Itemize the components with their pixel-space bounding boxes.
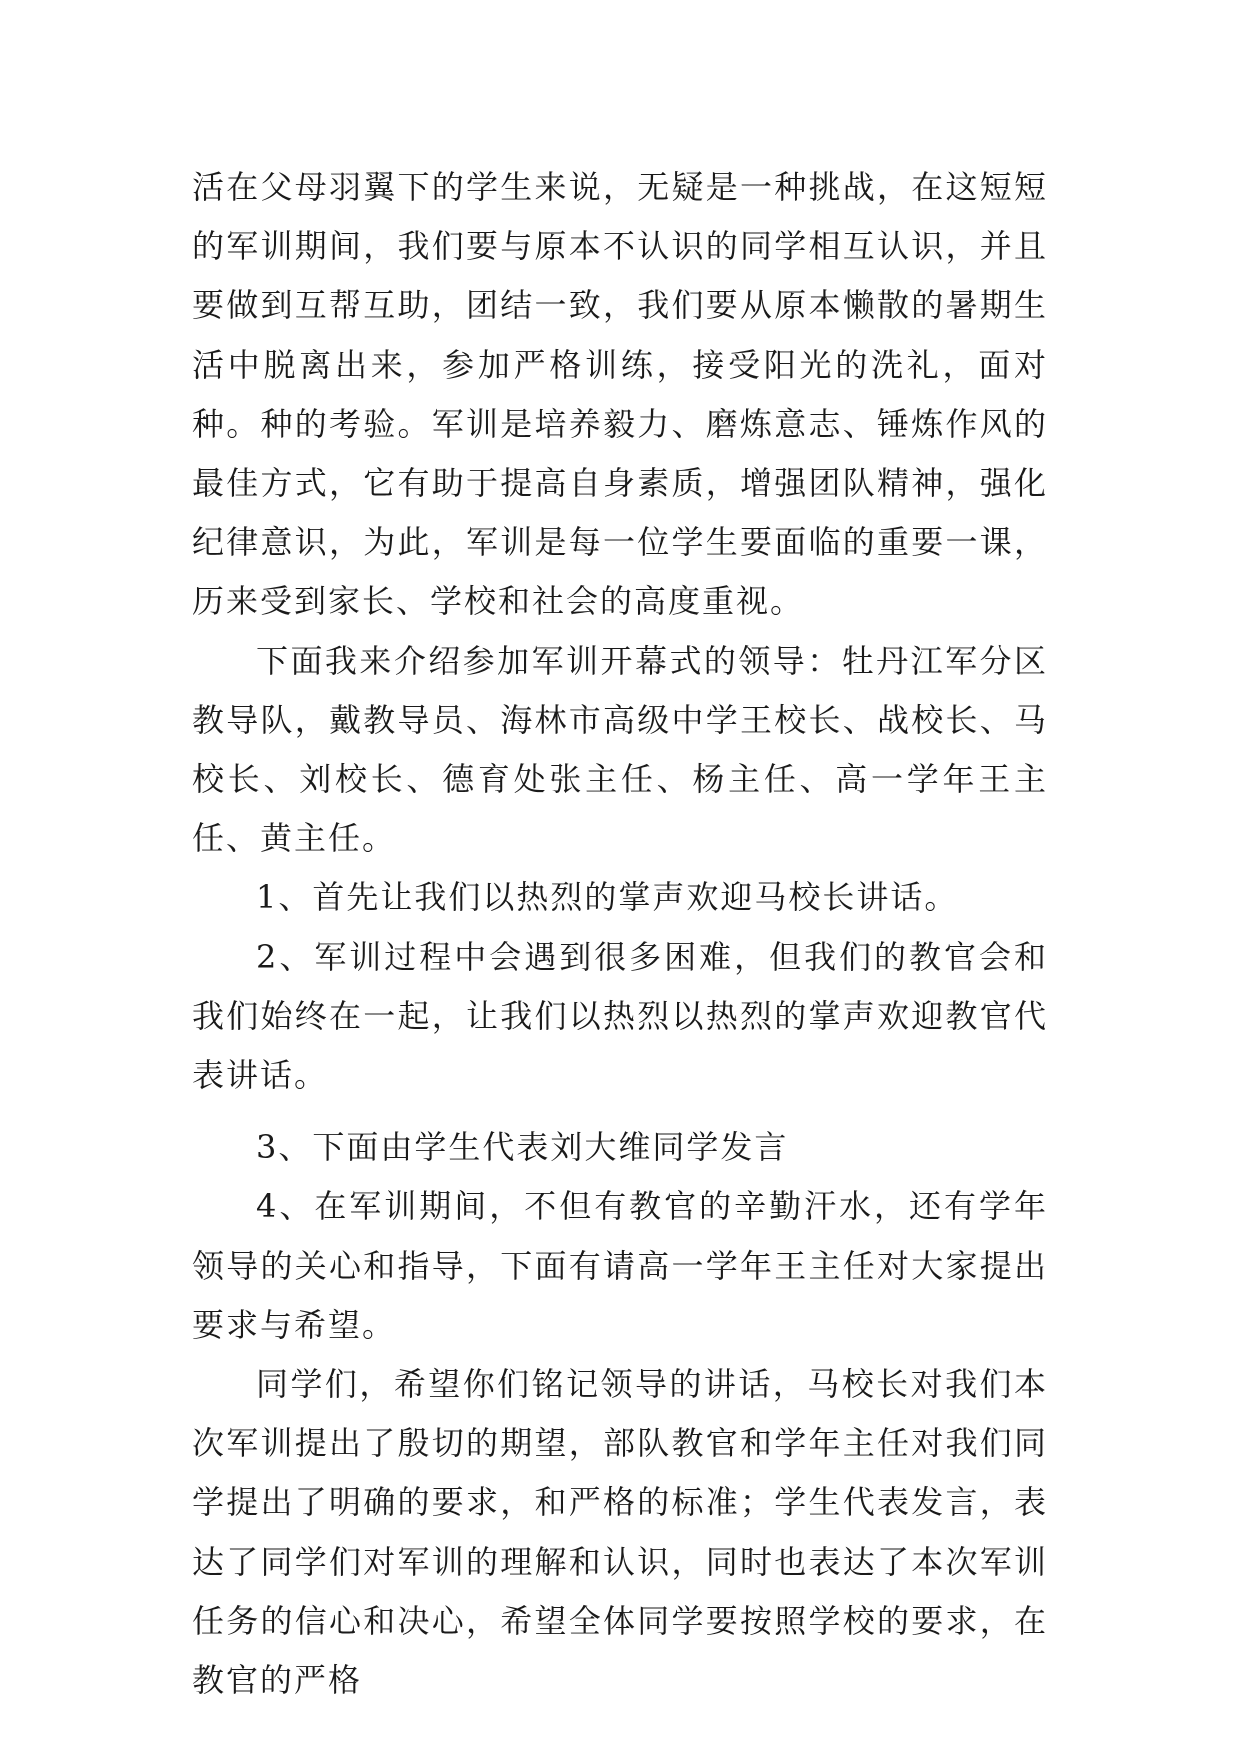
paragraph-continued-intro: 活在父母羽翼下的学生来说，无疑是一种挑战，在这短短的军训期间，我们要与原本不认识的同学相互认识，并且要做到互帮互助，团结一致，我们要从原本懒散的暑期生活中脱离出来，参加严格训练，接受阳光的洗礼，面对种。种的考验。军训是培养毅力、磨炼意志、锤炼作风的最佳方式，它有助于提高自身素质，增强团队精神，强化纪律意识，为此，军训是每一位学生要面临的重要一课，历来受到家长、学校和社会的高度重视。 bbox=[192, 168, 1048, 621]
paragraph-leaders-introduction: 下面我来介绍参加军训开幕式的领导：牡丹江军分区教导队，戴教导员、海林市高级中学王校长、战校长、马校长、刘校长、德育处张主任、杨主任、高一学年王主任、黄主任。 bbox=[192, 641, 1048, 858]
document-body bbox=[192, 158, 1048, 1710]
paragraph-item-2: 2、军训过程中会遇到很多困难，但我们的教官会和我们始终在一起，让我们以热烈以热烈的掌声欢迎教官代表讲话。 bbox=[192, 937, 1048, 1095]
paragraph-item-3: 3、下面由学生代表刘大维同学发言 bbox=[256, 1128, 789, 1167]
paragraph-closing: 同学们，希望你们铭记领导的讲话，马校长对我们本次军训提出了殷切的期望，部队教官和学年主任对我们同学提出了明确的要求，和严格的标准；学生代表发言，表达了同学们对军训的理解和认识，同时也表达了本次军训任务的信心和决心，希望全体同学要按照学校的要求，在教官的严格 bbox=[192, 1365, 1048, 1700]
paragraph-item-1: 1、首先让我们以热烈的掌声欢迎马校长讲话。 bbox=[256, 878, 959, 917]
paragraph-item-4: 4、在军训期间，不但有教官的辛勤汗水，还有学年领导的关心和指导，下面有请高一学年王主任对大家提出要求与希望。 bbox=[192, 1187, 1048, 1344]
paragraph-gap bbox=[192, 1105, 1048, 1118]
